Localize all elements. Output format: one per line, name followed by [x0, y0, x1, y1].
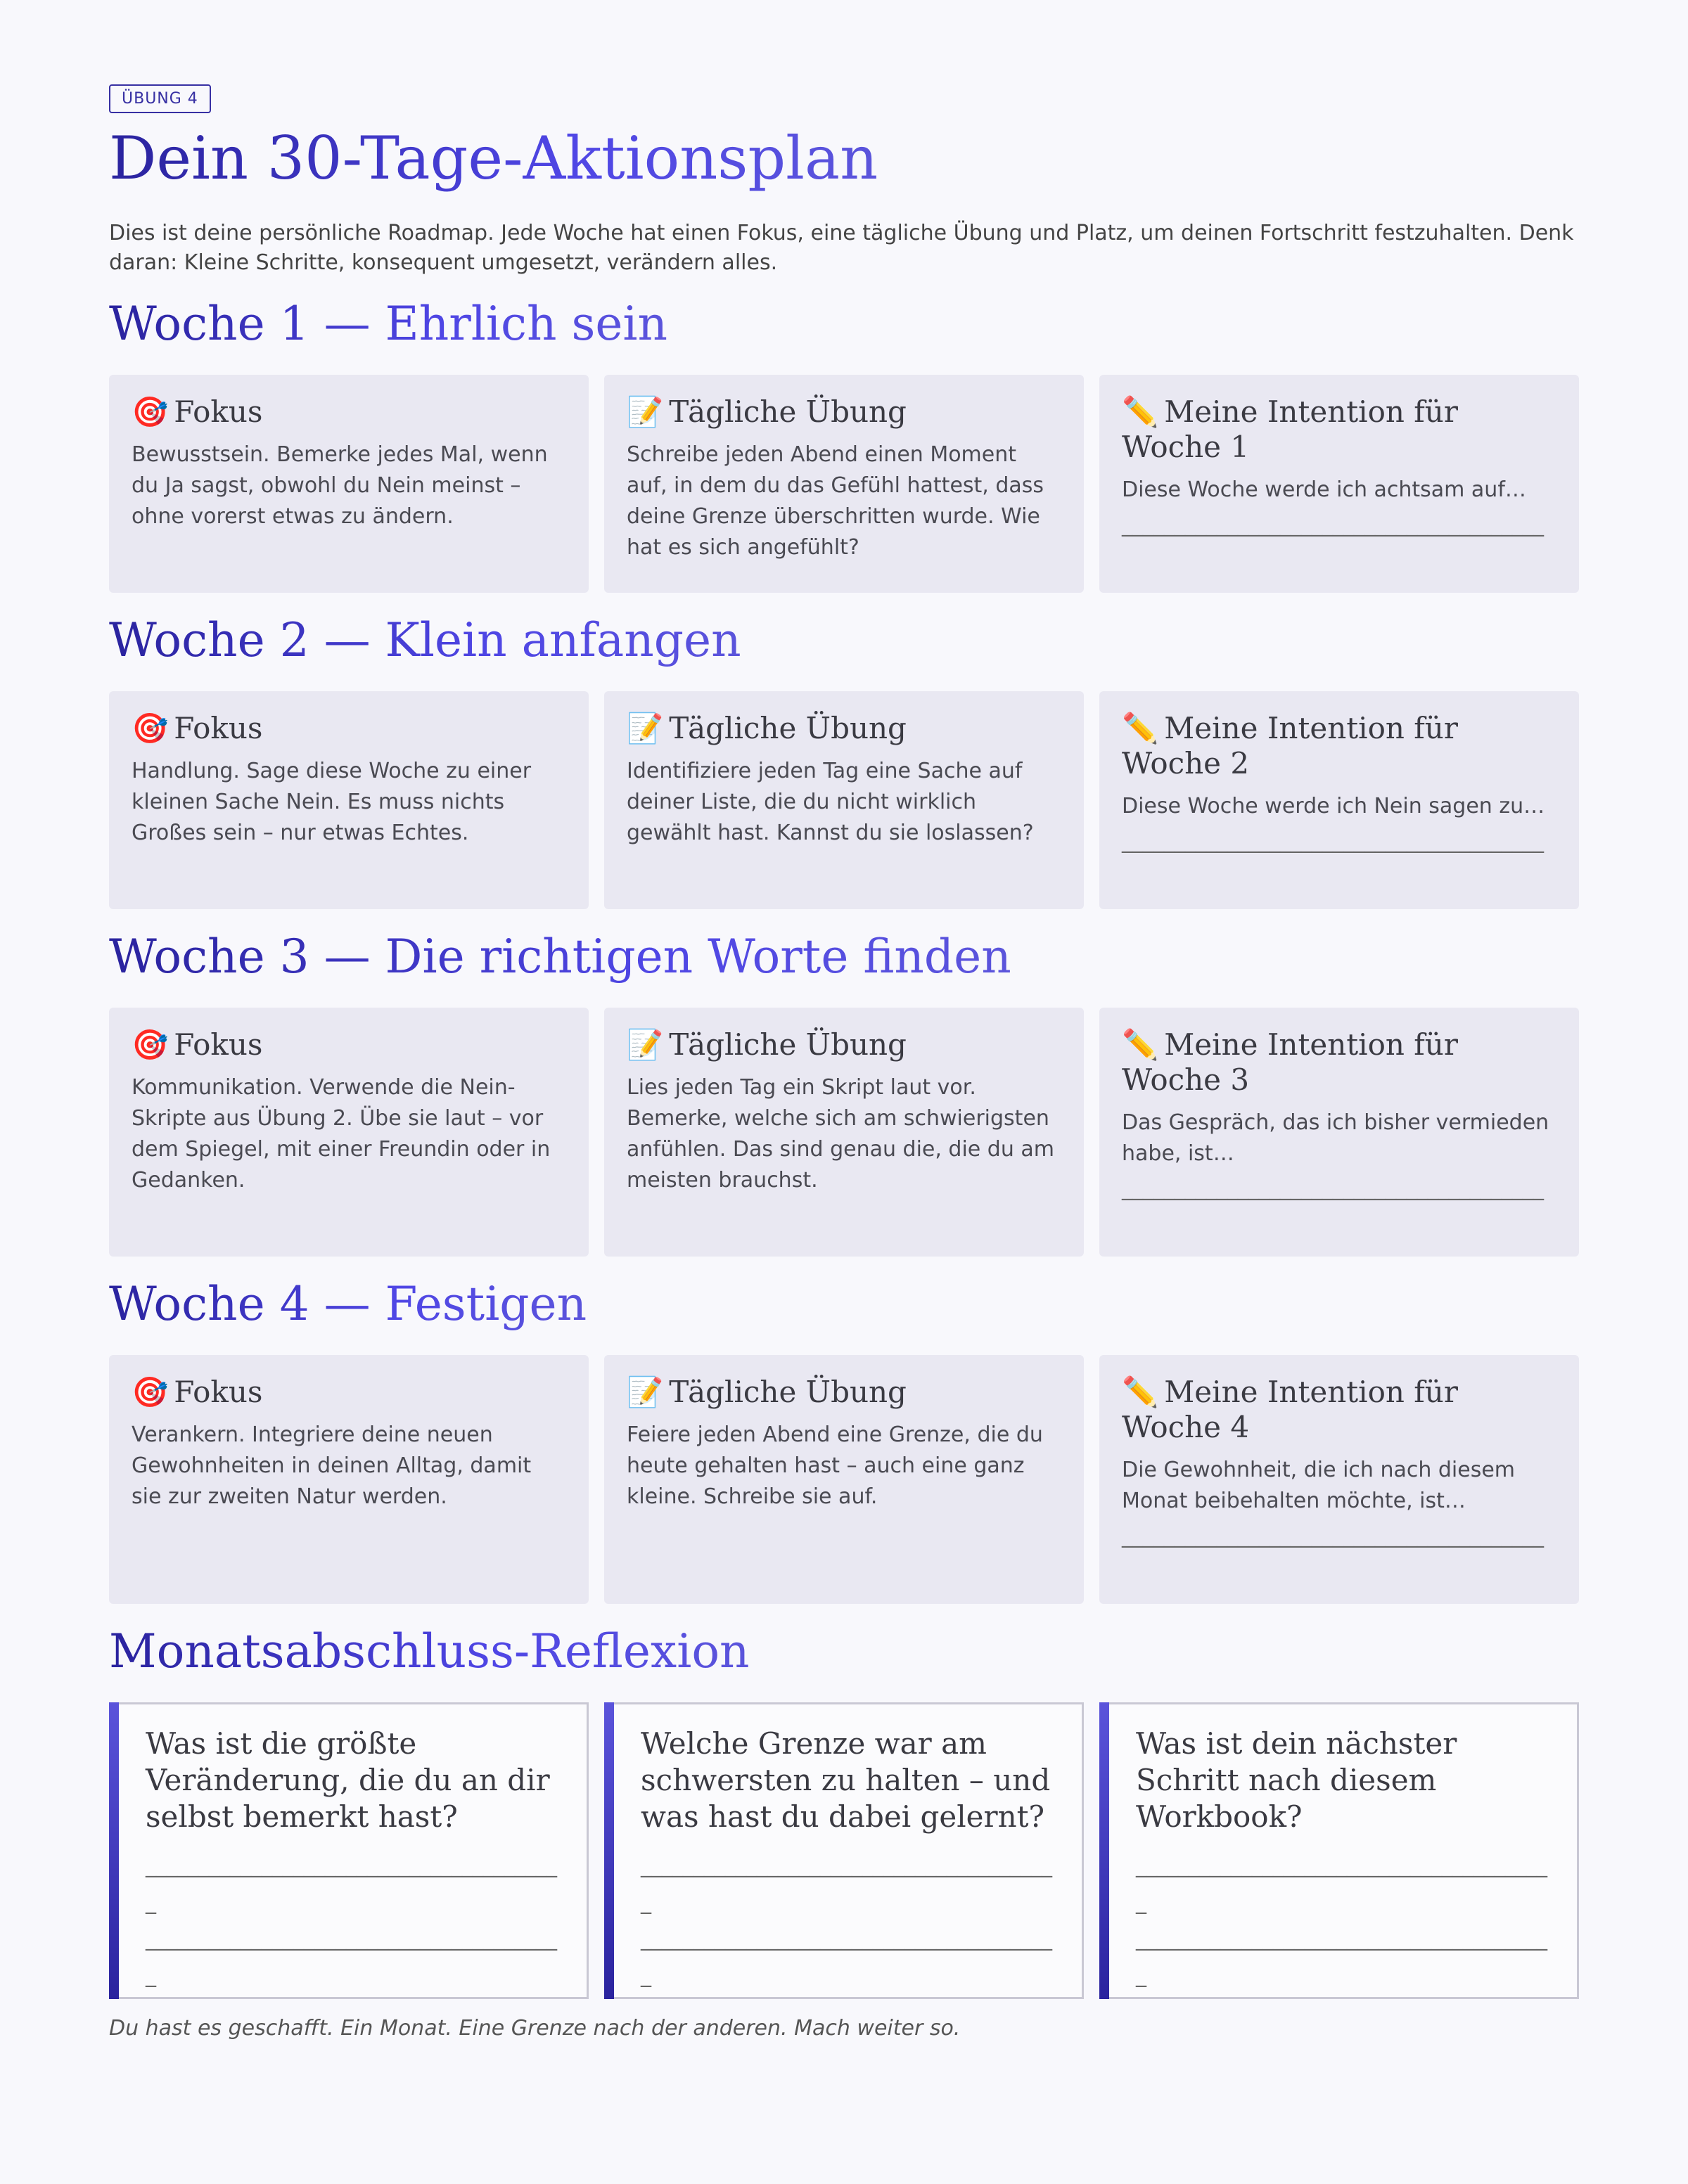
reflection-card — [109, 1702, 589, 1999]
daily-heading: 📝 Tägliche Übung — [627, 711, 907, 746]
intention-heading: ✏️ Meine Intention für Woche 2 — [1122, 711, 1458, 781]
focus-heading: 🎯 Fokus — [132, 1374, 263, 1409]
focus-text: Bewusstsein. Bemerke jedes Mal, wenn du Ja sagst, obwohl du Nein meinst – ohne vorerst etwas zu ändern. — [132, 442, 548, 529]
intention-prompt: Das Gespräch, das ich bisher vermieden habe, ist… — [1122, 1110, 1549, 1167]
intro-text: Dies ist deine persönliche Roadmap. Jede Woche hat einen Fokus, eine tägliche Übung und Platz, um deinen Fortschritt festzuhalten. Denk daran: Kleine Schritte, konsequent umgesetzt, verändern alles. — [109, 221, 1574, 276]
week-title: Woche 4 — Festigen — [109, 1277, 587, 1332]
intention-write-line[interactable]: ________________________________________ — [1122, 513, 1544, 538]
pencil-icon: ✏️ — [1122, 1374, 1159, 1409]
week-title: Woche 3 — Die richtigen Worte finden — [109, 930, 1011, 984]
answer-line[interactable]: ________________________________________ — [1136, 1926, 1547, 1988]
reflection-question: Was ist dein nächster Schritt nach diesem Workbook? — [1136, 1726, 1457, 1834]
intention-write-line[interactable]: ________________________________________ — [1122, 829, 1544, 854]
daily-exercise-card — [604, 375, 1084, 593]
daily-text: Lies jeden Tag ein Skript laut vor. Bemerke, welche sich am schwierigsten anfühlen. Das sind genau die, die du am meisten brauchst. — [627, 1075, 1054, 1193]
memo-icon: 📝 — [627, 711, 664, 746]
memo-icon: 📝 — [627, 1027, 664, 1062]
closing-note: Du hast es geschafft. Ein Monat. Eine Grenze nach der anderen. Mach weiter so. — [109, 2015, 961, 2041]
intention-prompt: Die Gewohnheit, die ich nach diesem Monat beibehalten möchte, ist… — [1122, 1457, 1516, 1513]
intention-prompt: Diese Woche werde ich achtsam auf… — [1122, 477, 1526, 503]
answer-line[interactable]: ________________________________________ — [1136, 1853, 1547, 1915]
page-title-text: Dein 30-Tage-Aktionsplan — [109, 124, 878, 193]
memo-icon: 📝 — [627, 1374, 664, 1409]
reflection-cards — [109, 1702, 1579, 1999]
intention-card — [1099, 375, 1579, 593]
week-2-section — [109, 614, 1579, 909]
intention-heading: ✏️ Meine Intention für Woche 3 — [1122, 1027, 1458, 1098]
page-title — [109, 126, 1579, 191]
target-icon: 🎯 — [132, 394, 169, 430]
focus-heading: 🎯 Fokus — [132, 394, 263, 430]
memo-icon: 📝 — [627, 394, 664, 430]
focus-heading: 🎯 Fokus — [132, 1027, 263, 1062]
focus-text: Kommunikation. Verwende die Nein-Skripte aus Übung 2. Übe sie laut – vor dem Spiegel, mit einer Freundin oder in Gedanken. — [132, 1075, 551, 1193]
target-icon: 🎯 — [132, 1374, 169, 1409]
answer-line[interactable]: ________________________________________ — [146, 1853, 557, 1915]
target-icon: 🎯 — [132, 711, 169, 746]
focus-card — [109, 375, 589, 593]
intention-heading: ✏️ Meine Intention für Woche 1 — [1122, 394, 1458, 465]
intention-write-line[interactable]: ________________________________________ — [1122, 1176, 1544, 1202]
focus-card — [109, 1355, 589, 1604]
daily-heading: 📝 Tägliche Übung — [627, 1374, 907, 1409]
week-4-section — [109, 1278, 1579, 1604]
answer-line[interactable]: ________________________________________ — [641, 1926, 1052, 1988]
week-3-section — [109, 930, 1579, 1257]
answer-line[interactable]: ________________________________________ — [146, 1926, 557, 1988]
intention-card — [1099, 1355, 1579, 1604]
intention-card — [1099, 691, 1579, 909]
daily-heading: 📝 Tägliche Übung — [627, 1027, 907, 1062]
week-cards — [109, 1355, 1579, 1604]
daily-heading: 📝 Tägliche Übung — [627, 394, 907, 430]
focus-heading: 🎯 Fokus — [132, 711, 263, 746]
daily-text: Schreibe jeden Abend einen Moment auf, in dem du das Gefühl hattest, dass deine Grenze überschritten wurde. Wie hat es sich angefühlt? — [627, 442, 1044, 560]
intention-heading: ✏️ Meine Intention für Woche 4 — [1122, 1374, 1458, 1444]
week-cards — [109, 1008, 1579, 1257]
week-1-section — [109, 297, 1579, 593]
intention-prompt: Diese Woche werde ich Nein sagen zu… — [1122, 794, 1545, 819]
pencil-icon: ✏️ — [1122, 711, 1159, 746]
daily-exercise-card — [604, 1008, 1084, 1257]
week-cards — [109, 375, 1579, 593]
week-title: Woche 1 — Ehrlich sein — [109, 297, 667, 352]
daily-text: Feiere jeden Abend eine Grenze, die du heute gehalten hast – auch eine ganz kleine. Schreibe sie auf. — [627, 1422, 1043, 1509]
reflection-question: Welche Grenze war am schwersten zu halten – und was hast du dabei gelernt? — [641, 1726, 1051, 1834]
reflection-card — [1099, 1702, 1579, 1999]
focus-card — [109, 1008, 589, 1257]
focus-text: Handlung. Sage diese Woche zu einer kleinen Sache Nein. Es muss nichts Großes sein – nur etwas Echtes. — [132, 759, 532, 846]
focus-text: Verankern. Integriere deine neuen Gewohnheiten in deinen Alltag, damit sie zur zweiten Natur werden. — [132, 1422, 532, 1509]
reflection-question: Was ist die größte Veränderung, die du an dir selbst bemerkt hast? — [146, 1726, 550, 1834]
reflection-card — [604, 1702, 1084, 1999]
reflection-section — [109, 1625, 1579, 1999]
focus-card — [109, 691, 589, 909]
intention-write-line[interactable]: ________________________________________ — [1122, 1523, 1544, 1548]
reflection-title: Monatsabschluss-Reflexion — [109, 1624, 750, 1678]
intention-card — [1099, 1008, 1579, 1257]
week-cards — [109, 691, 1579, 909]
pencil-icon: ✏️ — [1122, 1027, 1159, 1062]
answer-line[interactable]: ________________________________________ — [641, 1853, 1052, 1915]
week-title: Woche 2 — Klein anfangen — [109, 613, 741, 668]
exercise-badge: ÜBUNG 4 — [109, 84, 211, 113]
target-icon: 🎯 — [132, 1027, 169, 1062]
daily-exercise-card — [604, 1355, 1084, 1604]
pencil-icon: ✏️ — [1122, 394, 1159, 430]
daily-text: Identifiziere jeden Tag eine Sache auf deiner Liste, die du nicht wirklich gewählt hast. Kannst du sie loslassen? — [627, 759, 1034, 846]
daily-exercise-card — [604, 691, 1084, 909]
